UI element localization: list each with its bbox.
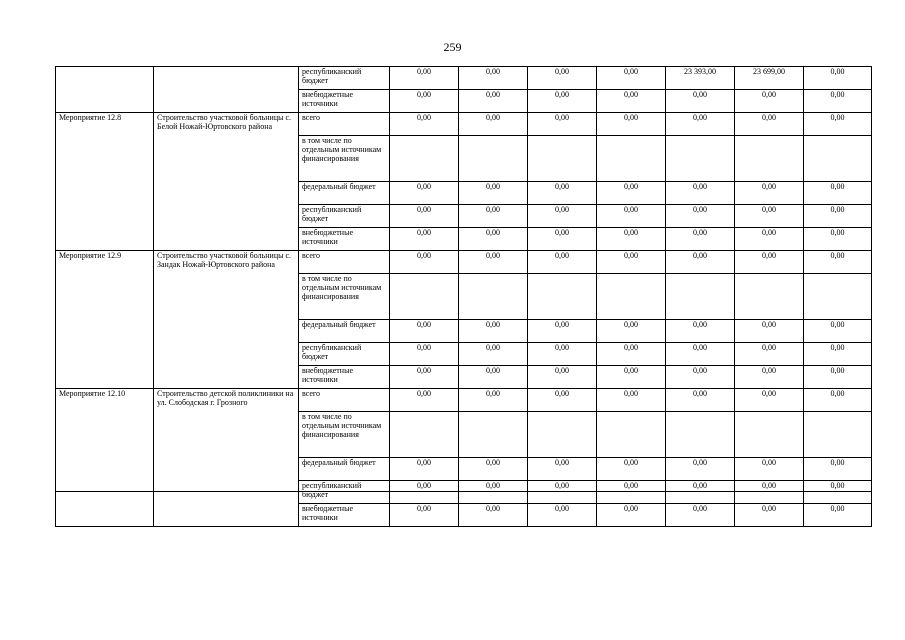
value-cell: 0,00 bbox=[459, 389, 528, 412]
funding-source-cell: республиканский бюджет bbox=[299, 481, 390, 504]
event-name-cell: Строительство участковой больницы с. Зандак Ножай-Юртовского района bbox=[154, 251, 299, 389]
value-cell: 0,00 bbox=[528, 205, 597, 228]
value-cell: 0,00 bbox=[390, 320, 459, 343]
value-cell bbox=[597, 412, 666, 458]
value-cell bbox=[459, 136, 528, 182]
value-cell: 0,00 bbox=[804, 228, 872, 251]
table-row bbox=[56, 113, 872, 136]
value-cell: 0,00 bbox=[666, 320, 735, 343]
value-cell: 0,00 bbox=[390, 458, 459, 481]
funding-source-cell: в том числе по отдельным источникам финансирования bbox=[299, 274, 390, 320]
value-cell bbox=[528, 412, 597, 458]
value-cell bbox=[528, 274, 597, 320]
budget-table-body bbox=[56, 67, 872, 527]
value-cell: 0,00 bbox=[528, 113, 597, 136]
value-cell: 0,00 bbox=[804, 67, 872, 90]
value-cell bbox=[735, 136, 804, 182]
value-cell: 0,00 bbox=[528, 481, 597, 504]
value-cell: 0,00 bbox=[804, 481, 872, 504]
value-cell: 0,00 bbox=[459, 90, 528, 113]
value-cell: 0,00 bbox=[597, 458, 666, 481]
value-cell: 0,00 bbox=[528, 458, 597, 481]
value-cell bbox=[390, 274, 459, 320]
event-code-cell: Мероприятие 12.9 bbox=[56, 251, 154, 389]
value-cell: 0,00 bbox=[459, 458, 528, 481]
value-cell: 0,00 bbox=[804, 182, 872, 205]
funding-source-cell: республиканский бюджет bbox=[299, 343, 390, 366]
value-cell: 0,00 bbox=[528, 228, 597, 251]
value-cell: 0,00 bbox=[735, 251, 804, 274]
value-cell bbox=[804, 274, 872, 320]
value-cell: 23 699,00 bbox=[735, 67, 804, 90]
value-cell bbox=[804, 412, 872, 458]
value-cell: 0,00 bbox=[804, 320, 872, 343]
value-cell: 0,00 bbox=[459, 67, 528, 90]
value-cell: 23 393,00 bbox=[666, 67, 735, 90]
event-name-cell bbox=[154, 67, 299, 113]
funding-source-cell: всего bbox=[299, 251, 390, 274]
value-cell: 0,00 bbox=[528, 251, 597, 274]
value-cell: 0,00 bbox=[735, 389, 804, 412]
value-cell: 0,00 bbox=[597, 251, 666, 274]
table-row bbox=[56, 251, 872, 274]
value-cell: 0,00 bbox=[735, 481, 804, 504]
value-cell: 0,00 bbox=[528, 366, 597, 389]
value-cell: 0,00 bbox=[597, 481, 666, 504]
value-cell: 0,00 bbox=[459, 113, 528, 136]
funding-source-cell: федеральный бюджет bbox=[299, 320, 390, 343]
value-cell: 0,00 bbox=[597, 228, 666, 251]
value-cell: 0,00 bbox=[390, 67, 459, 90]
value-cell: 0,00 bbox=[528, 90, 597, 113]
value-cell: 0,00 bbox=[459, 504, 528, 527]
value-cell bbox=[666, 274, 735, 320]
value-cell: 0,00 bbox=[597, 504, 666, 527]
value-cell: 0,00 bbox=[459, 228, 528, 251]
value-cell bbox=[459, 412, 528, 458]
value-cell bbox=[804, 136, 872, 182]
value-cell: 0,00 bbox=[390, 182, 459, 205]
value-cell: 0,00 bbox=[459, 251, 528, 274]
value-cell: 0,00 bbox=[390, 205, 459, 228]
value-cell: 0,00 bbox=[804, 343, 872, 366]
value-cell bbox=[390, 136, 459, 182]
table-row bbox=[56, 67, 872, 90]
value-cell: 0,00 bbox=[804, 366, 872, 389]
value-cell: 0,00 bbox=[528, 182, 597, 205]
value-cell: 0,00 bbox=[666, 251, 735, 274]
value-cell: 0,00 bbox=[735, 113, 804, 136]
funding-source-cell: в том числе по отдельным источникам финансирования bbox=[299, 136, 390, 182]
funding-source-cell: федеральный бюджет bbox=[299, 458, 390, 481]
event-name-cell: Строительство участковой больницы с. Белой Ножай-Юртовского района bbox=[154, 113, 299, 251]
value-cell: 0,00 bbox=[459, 343, 528, 366]
value-cell: 0,00 bbox=[666, 205, 735, 228]
value-cell bbox=[528, 136, 597, 182]
value-cell: 0,00 bbox=[390, 366, 459, 389]
funding-source-cell: всего bbox=[299, 113, 390, 136]
funding-source-cell: внебюджетные источники bbox=[299, 90, 390, 113]
value-cell: 0,00 bbox=[735, 504, 804, 527]
table-row bbox=[56, 389, 872, 412]
value-cell: 0,00 bbox=[459, 320, 528, 343]
value-cell: 0,00 bbox=[459, 366, 528, 389]
value-cell: 0,00 bbox=[804, 251, 872, 274]
value-cell: 0,00 bbox=[528, 504, 597, 527]
value-cell: 0,00 bbox=[597, 343, 666, 366]
value-cell: 0,00 bbox=[390, 343, 459, 366]
value-cell: 0,00 bbox=[735, 343, 804, 366]
value-cell: 0,00 bbox=[528, 67, 597, 90]
value-cell: 0,00 bbox=[597, 113, 666, 136]
value-cell bbox=[666, 136, 735, 182]
value-cell: 0,00 bbox=[666, 389, 735, 412]
value-cell: 0,00 bbox=[804, 90, 872, 113]
value-cell: 0,00 bbox=[666, 458, 735, 481]
value-cell bbox=[735, 412, 804, 458]
table-bottom-rule bbox=[55, 491, 871, 492]
event-name-cell: Строительство детской поликлиники на ул. Слободская г. Грозного bbox=[154, 389, 299, 527]
value-cell: 0,00 bbox=[459, 205, 528, 228]
value-cell: 0,00 bbox=[804, 113, 872, 136]
value-cell: 0,00 bbox=[597, 90, 666, 113]
funding-source-cell: всего bbox=[299, 389, 390, 412]
value-cell: 0,00 bbox=[735, 90, 804, 113]
value-cell: 0,00 bbox=[666, 504, 735, 527]
value-cell: 0,00 bbox=[597, 205, 666, 228]
value-cell: 0,00 bbox=[390, 504, 459, 527]
funding-source-cell: внебюджетные источники bbox=[299, 504, 390, 527]
value-cell: 0,00 bbox=[390, 481, 459, 504]
funding-source-cell: внебюджетные источники bbox=[299, 228, 390, 251]
value-cell: 0,00 bbox=[666, 113, 735, 136]
value-cell: 0,00 bbox=[735, 205, 804, 228]
value-cell: 0,00 bbox=[735, 228, 804, 251]
value-cell: 0,00 bbox=[390, 389, 459, 412]
value-cell bbox=[735, 274, 804, 320]
value-cell: 0,00 bbox=[666, 481, 735, 504]
value-cell: 0,00 bbox=[528, 320, 597, 343]
value-cell bbox=[666, 412, 735, 458]
funding-source-cell: республиканский бюджет bbox=[299, 205, 390, 228]
funding-source-cell: внебюджетные источники bbox=[299, 366, 390, 389]
value-cell: 0,00 bbox=[528, 389, 597, 412]
page-number: 259 bbox=[443, 40, 462, 54]
value-cell: 0,00 bbox=[666, 90, 735, 113]
value-cell: 0,00 bbox=[666, 228, 735, 251]
funding-source-cell: федеральный бюджет bbox=[299, 182, 390, 205]
value-cell: 0,00 bbox=[735, 320, 804, 343]
funding-source-cell: республиканский бюджет bbox=[299, 67, 390, 90]
value-cell: 0,00 bbox=[528, 343, 597, 366]
value-cell: 0,00 bbox=[804, 504, 872, 527]
value-cell: 0,00 bbox=[597, 67, 666, 90]
event-code-cell: Мероприятие 12.10 bbox=[56, 389, 154, 527]
event-code-cell: Мероприятие 12.8 bbox=[56, 113, 154, 251]
value-cell: 0,00 bbox=[459, 481, 528, 504]
value-cell bbox=[597, 274, 666, 320]
value-cell: 0,00 bbox=[597, 182, 666, 205]
value-cell bbox=[459, 274, 528, 320]
value-cell bbox=[597, 136, 666, 182]
value-cell: 0,00 bbox=[804, 205, 872, 228]
value-cell: 0,00 bbox=[804, 458, 872, 481]
value-cell: 0,00 bbox=[459, 182, 528, 205]
budget-table bbox=[55, 66, 872, 527]
value-cell: 0,00 bbox=[735, 458, 804, 481]
value-cell: 0,00 bbox=[666, 343, 735, 366]
value-cell bbox=[390, 412, 459, 458]
value-cell: 0,00 bbox=[666, 182, 735, 205]
value-cell: 0,00 bbox=[666, 366, 735, 389]
value-cell: 0,00 bbox=[804, 389, 872, 412]
funding-source-cell: в том числе по отдельным источникам финансирования bbox=[299, 412, 390, 458]
value-cell: 0,00 bbox=[390, 251, 459, 274]
value-cell: 0,00 bbox=[597, 389, 666, 412]
value-cell: 0,00 bbox=[390, 113, 459, 136]
event-code-cell bbox=[56, 67, 154, 113]
value-cell: 0,00 bbox=[390, 90, 459, 113]
value-cell: 0,00 bbox=[390, 228, 459, 251]
value-cell: 0,00 bbox=[735, 366, 804, 389]
value-cell: 0,00 bbox=[735, 182, 804, 205]
value-cell: 0,00 bbox=[597, 320, 666, 343]
value-cell: 0,00 bbox=[597, 366, 666, 389]
